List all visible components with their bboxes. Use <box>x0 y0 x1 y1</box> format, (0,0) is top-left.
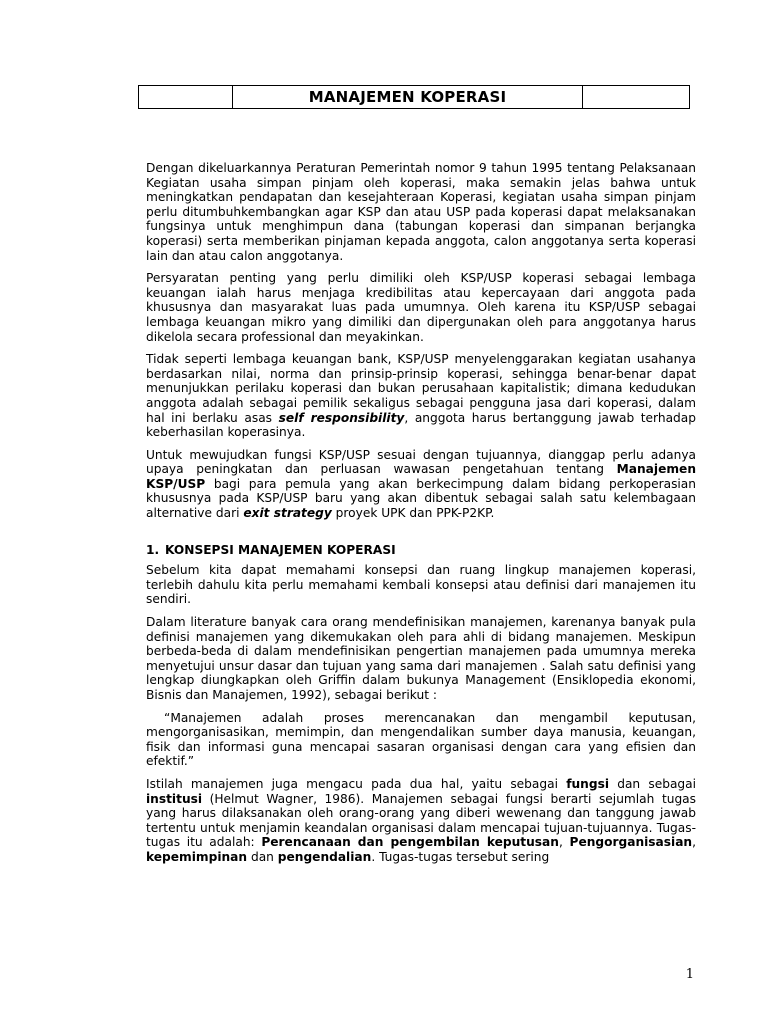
intro-paragraph-2: Persyaratan penting yang perlu dimiliki oleh KSP/USP koperasi sebagai lembaga keuangan ialah harus menjaga kredibilitas atau kepercayaan dari anggota pada khususnya dan masyarakat luas pada umumnya. Oleh karena itu KSP/USP sebagai lembaga keuangan mikro yang dimiliki dan dipergunakan oleh para anggotanya harus dikelola secara professional dan meyakinkan. <box>146 271 696 344</box>
manajemen-ksp-usp-term: Manajemen KSP/USP <box>146 462 696 491</box>
page-number: 1 <box>685 967 694 982</box>
document-body <box>146 161 696 873</box>
intro-paragraph-1: Dengan dikeluarkannya Peraturan Pemerintah nomor 9 tahun 1995 tentang Pelaksanaan Kegiatan usaha simpan pinjam oleh koperasi, maka semakin jelas bahwa untuk meningkatkan pendapatan dan kesejahteraan Koperasi, kegiatan usaha simpan pinjam perlu ditumbuhkembangkan agar KSP dan atau USP pada koperasi dapat melaksanakan fungsinya untuk menghimpun dana (tabungan koperasi dan simpanan berjangka koperasi) serta memberikan pinjaman kepada anggota, calon anggotanya serta koperasi lain dan atau calon anggotanya. <box>146 161 696 263</box>
document-title: MANAJEMEN KOPERASI <box>233 86 583 108</box>
section-title: KONSEPSI MANAJEMEN KOPERASI <box>165 542 396 557</box>
title-table <box>138 85 690 109</box>
section-number: 1. <box>146 542 160 557</box>
self-responsibility-term: self responsibility <box>278 410 405 425</box>
section-heading <box>146 543 696 558</box>
section-paragraph-2: Dalam literature banyak cara orang mendefinisikan manajemen, karenanya banyak pula definisi manajemen yang dikemukakan oleh para ahli di bidang manajemen. Meskipun berbeda-beda di dalam mendefinisikan pengertian manajemen pada umumnya mereka menyetujui unsur dasar dan tujuan yang sama dari manajemen . Salah satu definisi yang lengkap diungkapkan oleh Griffin dalam bukunya Management (Ensiklopedia ekonomi, Bisnis dan Manajemen, 1992), sebagai berikut : <box>146 615 696 702</box>
definition-quote: “Manajemen adalah proses merencanakan dan mengambil keputusan, mengorganisasikan, memimpin, dan mengendalikan sumber daya manusia, keuangan, fisik dan informasi guna mencapai sasaran organisasi dengan cara yang efisien dan efektif.” <box>146 710 696 769</box>
title-table-right-cell <box>583 86 689 108</box>
exit-strategy-term: exit strategy <box>243 506 332 521</box>
intro-paragraph-3: Tidak seperti lembaga keuangan bank, KSP/USP menyelenggarakan kegiatan usahanya berdasarkan nilai, norma dan prinsip-prinsip koperasi, sehingga benar-benar dapat menunjukkan perilaku koperasi dan bukan perusahaan kapitalistik; dimana kedudukan anggota adalah sebagai pemilik sekaligus sebagai pengguna jasa dari koperasi, dalam hal ini berlaku asas self responsibility, anggota harus bertanggung jawab terhadap keberhasilan koperasinya. <box>146 352 696 440</box>
section-paragraph-1: Sebelum kita dapat memahami konsepsi dan ruang lingkup manajemen koperasi, terlebih dahulu kita perlu memahami kembali konsepsi atau definisi dari manajemen itu sendiri. <box>146 563 696 607</box>
section-paragraph-4: Istilah manajemen juga mengacu pada dua hal, yaitu sebagai fungsi dan sebagai institusi (Helmut Wagner, 1986). Manajemen sebagai fungsi berarti sejumlah tugas yang harus dilaksanakan oleh orang-orang yang diberi wewenang dan tanggung jawab tertentu untuk menjamin keandalan organisasi dalam mencapai tujuan-tujuannya. Tugas-tugas itu adalah: Perencanaan dan pengembilan keputusan, Pengorganisasian, kepemimpinan dan pengendalian. Tugas-tugas tersebut sering <box>146 776 697 864</box>
intro-paragraph-4: Untuk mewujudkan fungsi KSP/USP sesuai dengan tujuannya, dianggap perlu adanya upaya peningkatan dan perluasan wawasan pengetahuan tentang Manajemen KSP/USP bagi para pemula yang akan berkecimpung dalam bidang perkoperasian khususnya pada KSP/USP baru yang akan dibentuk sebagai salah satu kelembagaan alternative dari exit strategy proyek UPK dan PPK-P2KP. <box>146 447 696 521</box>
title-table-left-cell <box>139 86 233 108</box>
